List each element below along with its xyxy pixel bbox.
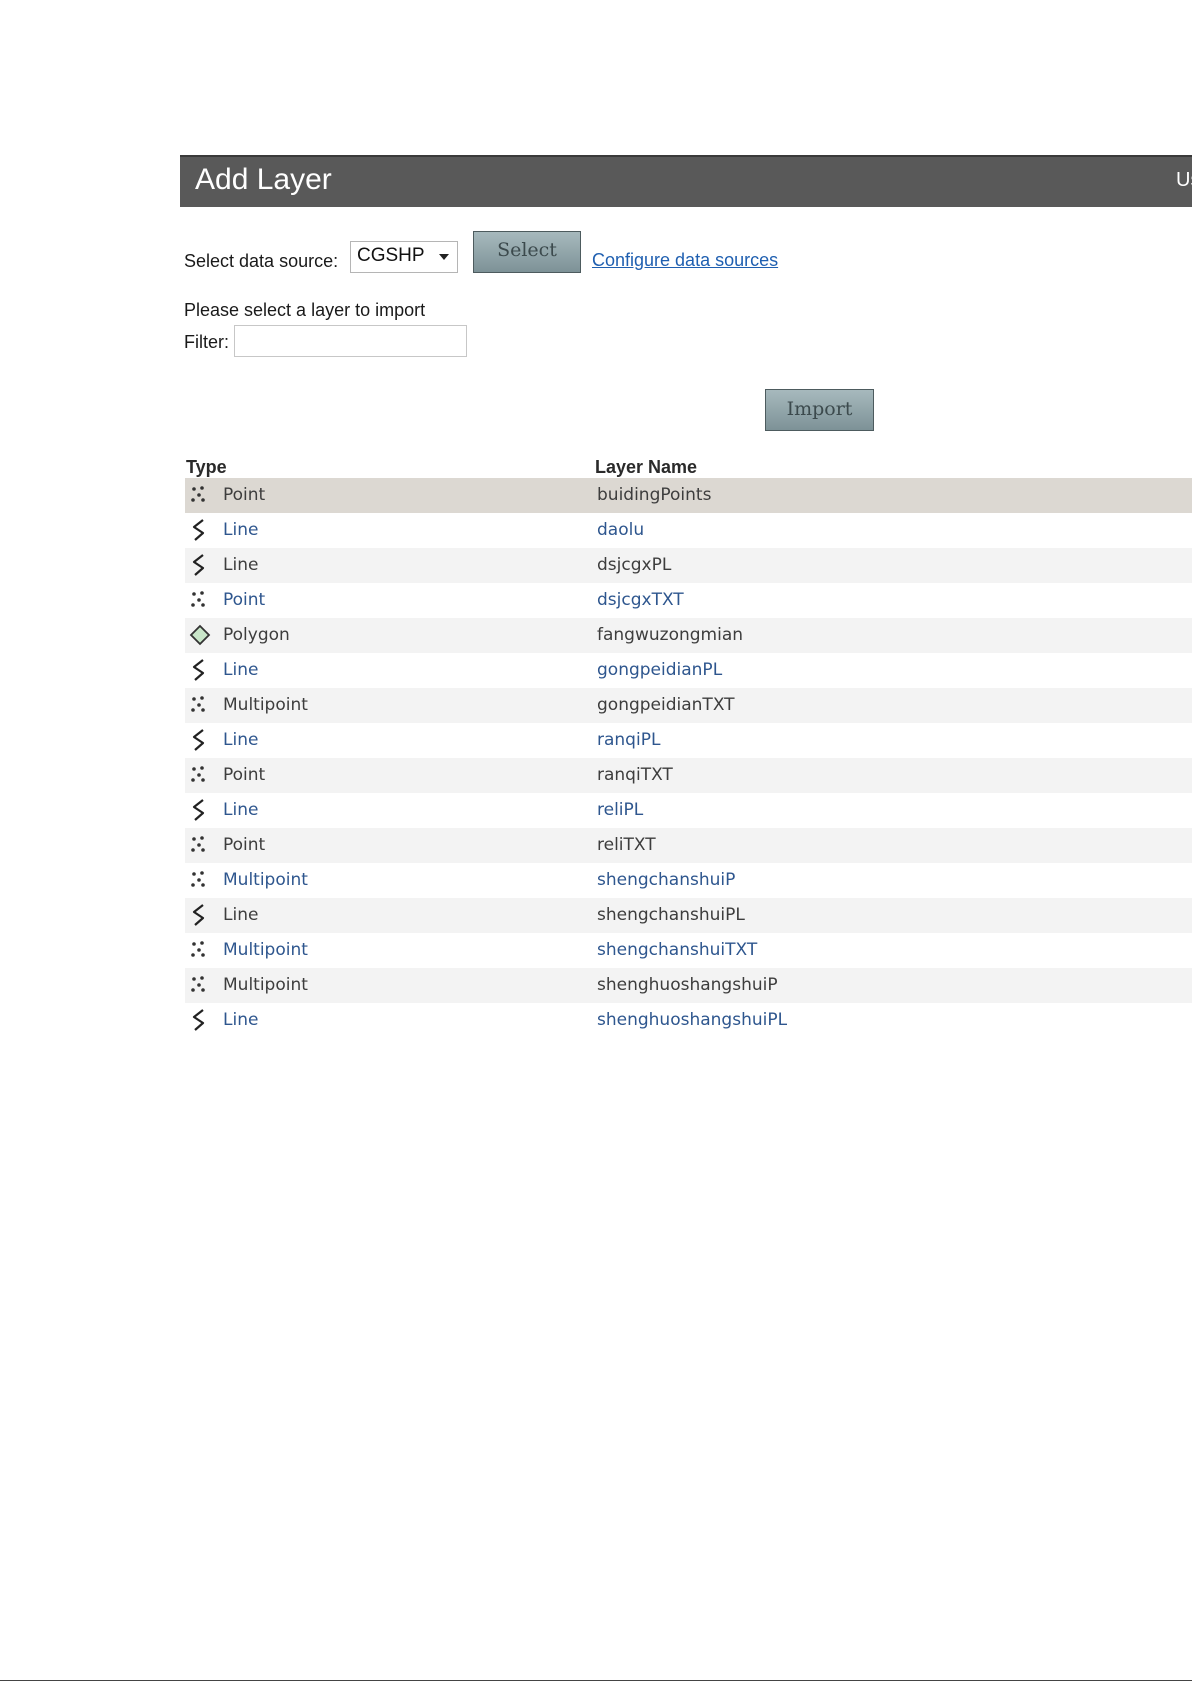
line-icon [189, 799, 211, 821]
row-type[interactable]: Point [223, 485, 266, 505]
row-type[interactable]: Line [223, 555, 259, 575]
table-row[interactable] [185, 863, 1192, 898]
point-icon [189, 484, 211, 506]
configure-data-sources-link[interactable]: Configure data sources [592, 250, 779, 270]
title-bar [180, 155, 1200, 207]
row-type[interactable]: Multipoint [223, 940, 308, 960]
row-type[interactable]: Multipoint [223, 870, 308, 890]
user-link[interactable]: Us [1176, 169, 1200, 191]
table-row[interactable] [185, 653, 1192, 688]
row-layer-name[interactable]: shenghuoshangshuiPL [597, 1010, 788, 1030]
import-button[interactable]: Import [765, 389, 874, 431]
table-row[interactable] [185, 723, 1192, 758]
row-type[interactable]: Line [223, 520, 259, 540]
table-row[interactable] [185, 828, 1192, 863]
row-layer-name[interactable]: ranqiPL [597, 730, 661, 750]
row-type[interactable]: Multipoint [223, 695, 308, 715]
point-icon [189, 589, 211, 611]
point-icon [189, 834, 211, 856]
page-title: Add Layer [195, 163, 332, 196]
row-layer-name[interactable]: ranqiTXT [597, 765, 673, 785]
filter-input[interactable] [234, 325, 467, 357]
data-source-select[interactable] [350, 241, 458, 273]
table-row[interactable] [185, 513, 1192, 548]
polygon-icon [189, 624, 211, 646]
row-type[interactable]: Point [223, 590, 266, 610]
line-icon [189, 1009, 211, 1031]
row-layer-name[interactable]: reliTXT [597, 835, 656, 855]
select-button[interactable]: Select [473, 231, 581, 273]
row-layer-name[interactable]: fangwuzongmian [597, 625, 744, 645]
table-row[interactable] [185, 793, 1192, 828]
line-icon [189, 519, 211, 541]
row-type[interactable]: Polygon [223, 625, 290, 645]
table-row[interactable] [185, 1003, 1192, 1038]
table-row[interactable] [185, 898, 1192, 933]
row-layer-name[interactable]: dsjcgxPL [597, 555, 672, 575]
row-layer-name[interactable]: shengchanshuiP [597, 870, 736, 890]
table-row[interactable] [185, 758, 1192, 793]
multipoint-icon [189, 939, 211, 961]
table-row[interactable] [185, 968, 1192, 1003]
table-row[interactable] [185, 688, 1192, 723]
filter-label: Filter: [184, 332, 229, 352]
table-row[interactable] [185, 548, 1192, 583]
row-type[interactable]: Line [223, 905, 259, 925]
point-icon [189, 764, 211, 786]
layer-table [185, 478, 1192, 1038]
row-type[interactable]: Line [223, 660, 259, 680]
page-bottom-rule [0, 1680, 1192, 1681]
row-layer-name[interactable]: shengchanshuiTXT [597, 940, 758, 960]
table-row[interactable] [185, 478, 1192, 513]
column-header-layer-name[interactable]: Layer Name [595, 457, 698, 477]
row-type[interactable]: Multipoint [223, 975, 308, 995]
data-source-label: Select data source: [184, 251, 339, 271]
table-row[interactable] [185, 933, 1192, 968]
row-layer-name[interactable]: dsjcgxTXT [597, 590, 684, 610]
line-icon [189, 904, 211, 926]
table-row[interactable] [185, 618, 1192, 653]
row-type[interactable]: Line [223, 1010, 259, 1030]
row-type[interactable]: Point [223, 765, 266, 785]
data-source-selected-value: CGSHP [357, 245, 425, 266]
row-layer-name[interactable]: reliPL [597, 800, 644, 820]
line-icon [189, 729, 211, 751]
multipoint-icon [189, 694, 211, 716]
line-icon [189, 554, 211, 576]
row-layer-name[interactable]: daolu [597, 520, 645, 540]
multipoint-icon [189, 974, 211, 996]
multipoint-icon [189, 869, 211, 891]
row-layer-name[interactable]: buidingPoints [597, 485, 712, 505]
import-prompt: Please select a layer to import [184, 300, 426, 320]
line-icon [189, 659, 211, 681]
add-layer-panel [180, 155, 1200, 1030]
row-layer-name[interactable]: shenghuoshangshuiP [597, 975, 778, 995]
row-layer-name[interactable]: shengchanshuiPL [597, 905, 745, 925]
table-row[interactable] [185, 583, 1192, 618]
row-type[interactable]: Point [223, 835, 266, 855]
chevron-down-icon [439, 254, 449, 260]
row-layer-name[interactable]: gongpeidianPL [597, 660, 723, 680]
row-type[interactable]: Line [223, 730, 259, 750]
row-type[interactable]: Line [223, 800, 259, 820]
row-layer-name[interactable]: gongpeidianTXT [597, 695, 735, 715]
column-header-type[interactable]: Type [186, 457, 227, 477]
